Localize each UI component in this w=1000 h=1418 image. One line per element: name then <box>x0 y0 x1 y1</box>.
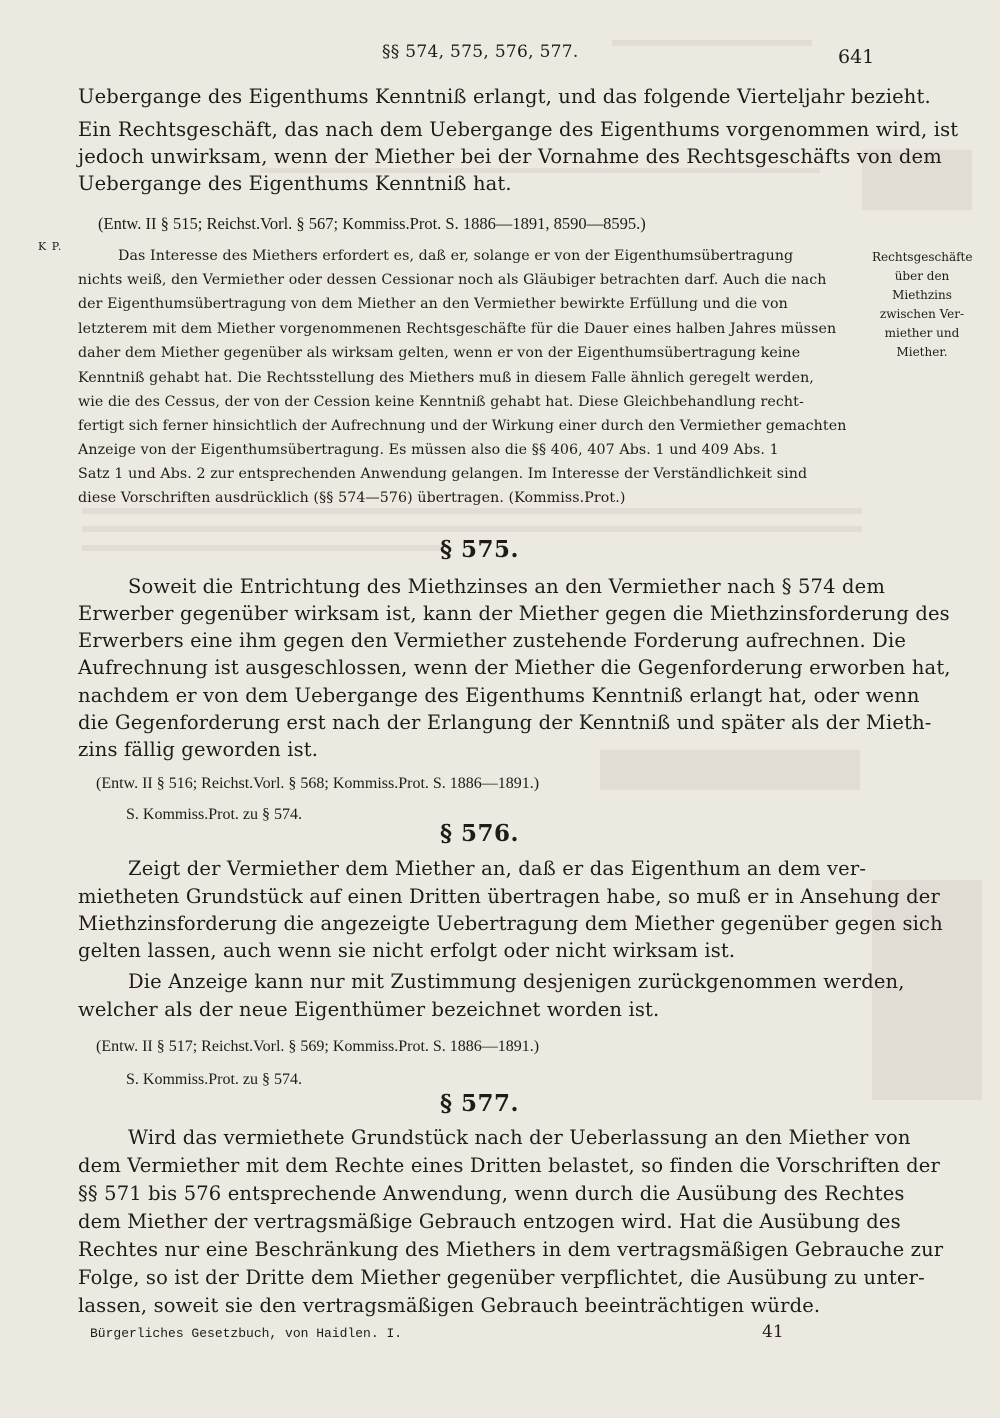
sheet-number: 41 <box>762 1322 784 1342</box>
bleed-through <box>82 526 862 532</box>
section-heading: § 576. <box>440 820 520 847</box>
source-reference: (Entw. II § 517; Reichst.Vorl. § 569; Kommiss.Prot. S. 1886—1891.) <box>96 1038 540 1055</box>
text-line: jedoch unwirksam, wenn der Miether bei der Vornahme des Rechtsgeschäfts von dem <box>78 145 942 168</box>
text-line: Miethzinsforderung die angezeigte Uebertragung dem Miether gegenüber gegen sich <box>78 912 943 935</box>
text-line: Die Anzeige kann nur mit Zustimmung desjenigen zurückgenommen werden, <box>128 970 905 993</box>
text-line: dem Miether der vertragsmäßige Gebrauch entzogen wird. Hat die Ausübung des <box>78 1210 901 1233</box>
cross-reference-note: S. Kommiss.Prot. zu § 574. <box>126 1071 303 1088</box>
margin-note-line: Miethzins <box>892 288 952 302</box>
text-line: mietheten Grundstück auf einen Dritten übertragen habe, so muß er in Ansehung der <box>78 885 940 908</box>
section-heading: § 577. <box>440 1090 520 1117</box>
bleed-through <box>82 545 442 551</box>
commentary-line: daher dem Miether gegenüber als wirksam gelten, wenn er von der Eigenthumsübertragung keine <box>78 345 801 361</box>
text-line: Zeigt der Vermiether dem Miether an, daß er das Eigenthum an dem ver- <box>128 857 867 880</box>
text-line: dem Vermiether mit dem Rechte eines Dritten belastet, so finden die Vorschriften der <box>78 1154 940 1177</box>
margin-note-line: Miether. <box>896 345 948 359</box>
text-line: die Gegenforderung erst nach der Erlangung der Kenntniß und später als der Mieth- <box>78 711 932 734</box>
commentary-line: Das Interesse des Miethers erfordert es, daß er, solange er von der Eigenthumsübertragung <box>118 248 794 264</box>
source-reference: (Entw. II § 516; Reichst.Vorl. § 568; Kommiss.Prot. S. 1886—1891.) <box>96 775 540 792</box>
source-reference: (Entw. II § 515; Reichst.Vorl. § 567; Kommiss.Prot. S. 1886—1891, 8590—8595.) <box>98 214 646 233</box>
text-line: Soweit die Entrichtung des Miethzinses an den Vermiether nach § 574 dem <box>128 575 885 598</box>
header-sections: §§ 574, 575, 576, 577. <box>382 42 579 62</box>
running-header <box>0 42 1000 72</box>
section-heading: § 575. <box>440 536 520 563</box>
margin-note-line: über den <box>894 269 950 283</box>
margin-note-line: Rechtsgeschäfte <box>872 250 973 264</box>
commentary-line: wie die des Cessus, der von der Cession keine Kenntniß gehabt hat. Diese Gleichbehandlung recht- <box>78 394 804 410</box>
commentary-line: Anzeige von der Eigenthumsübertragung. Es müssen also die §§ 406, 407 Abs. 1 und 409 Abs. 1 <box>78 442 779 458</box>
margin-note-line: zwischen Ver- <box>879 307 965 321</box>
commentary-line: Kenntniß gehabt hat. Die Rechtsstellung des Miethers muß in diesem Falle ähnlich geregelt werden, <box>78 370 814 386</box>
text-line: Wird das vermiethete Grundstück nach der Ueberlassung an den Miether von <box>128 1126 911 1149</box>
margin-note <box>872 248 972 362</box>
cross-reference-note: S. Kommiss.Prot. zu § 574. <box>126 806 303 823</box>
page-number: 641 <box>838 46 875 68</box>
text-line: Uebergange des Eigenthums Kenntniß erlangt, und das folgende Vierteljahr bezieht. <box>78 85 931 108</box>
commentary-line: der Eigenthumsübertragung von dem Miether an den Vermiether bewirkte Erfüllung und die von <box>78 296 788 312</box>
text-line: gelten lassen, auch wenn sie nicht erfolgt oder nicht wirksam ist. <box>78 939 736 962</box>
margin-note-line: miether und <box>884 326 960 340</box>
text-line: Folge, so ist der Dritte dem Miether gegenüber verpflichtet, die Ausübung zu unter- <box>78 1266 925 1289</box>
commentary-line: nichts weiß, den Vermiether oder dessen Cessionar noch als Gläubiger betrachten darf. Auch die nach <box>78 272 827 288</box>
commentary-line: fertigt sich ferner hinsichtlich der Aufrechnung und der Wirkung einer durch den Vermiether gemachten <box>78 418 847 434</box>
text-line: welcher als der neue Eigenthümer bezeichnet worden ist. <box>78 998 660 1021</box>
text-line: §§ 571 bis 576 entsprechende Anwendung, wenn durch die Ausübung des Rechtes <box>78 1182 905 1205</box>
text-line: Erwerbers eine ihm gegen den Vermiether zustehende Forderung aufrechnen. Die <box>78 629 907 652</box>
text-line: zins fällig geworden ist. <box>78 738 319 761</box>
commentary-label: K P. <box>38 240 63 253</box>
text-line: Uebergange des Eigenthums Kenntniß hat. <box>78 172 512 195</box>
text-line: Ein Rechtsgeschäft, das nach dem Uebergange des Eigenthums vorgenommen wird, ist <box>78 118 959 141</box>
bleed-through <box>82 508 862 514</box>
text-line: Rechtes nur eine Beschränkung des Miethers in dem vertragsmäßigen Gebrauche zur <box>78 1238 944 1261</box>
text-line: Erwerber gegenüber wirksam ist, kann der Miether gegen die Miethzinsforderung des <box>78 602 950 625</box>
commentary-line: Satz 1 und Abs. 2 zur entsprechenden Anwendung gelangen. Im Interesse der Verständlichkeit sind <box>78 466 808 482</box>
text-line: nachdem er von dem Uebergange des Eigenthums Kenntniß erlangt hat, oder wenn <box>78 684 920 707</box>
text-line: Aufrechnung ist ausgeschlossen, wenn der Miether die Gegenforderung erworben hat, <box>78 656 951 679</box>
commentary-line: diese Vorschriften ausdrücklich (§§ 574—576) übertragen. (Kommiss.Prot.) <box>78 490 626 506</box>
footer-signature: Bürgerliches Gesetzbuch, von Haidlen. I. <box>90 1326 403 1341</box>
text-line: lassen, soweit sie den vertragsmäßigen Gebrauch beeinträchtigen würde. <box>78 1294 821 1317</box>
commentary-line: letzterem mit dem Miether vorgenommenen Rechtsgeschäfte für die Dauer eines halben Jahres müssen <box>78 321 837 337</box>
